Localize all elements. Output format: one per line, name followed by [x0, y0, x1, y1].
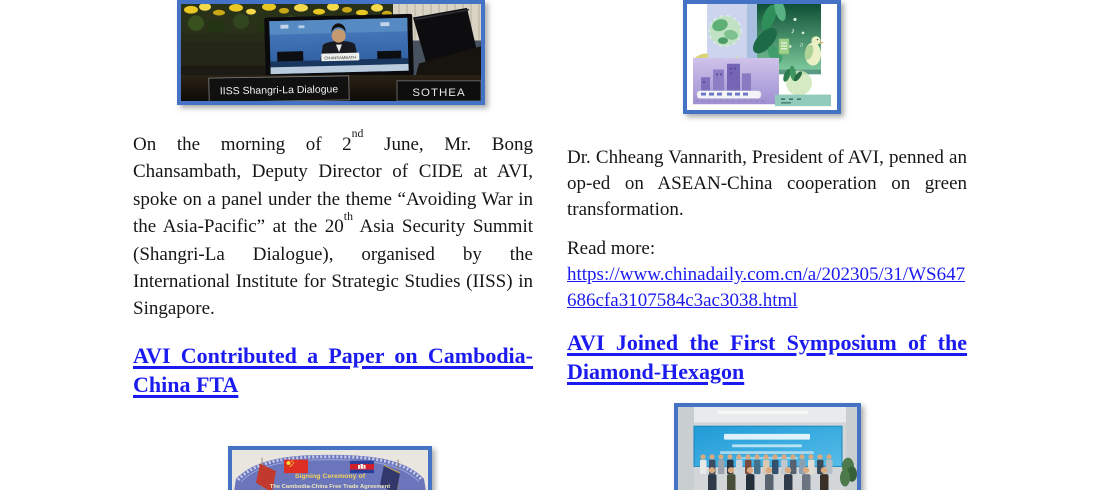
- banner-title-text: Signing Ceremony of: [294, 473, 366, 480]
- ceiling: [678, 407, 857, 422]
- ceiling-light: [718, 411, 808, 414]
- screen-nameplate: [321, 53, 359, 62]
- city-panel: [693, 58, 779, 104]
- photo-shangrila-svg: [181, 4, 481, 101]
- read-more-block: [567, 236, 967, 315]
- green-tag: [779, 39, 789, 54]
- right-column: [567, 145, 967, 386]
- music-note-icon-2: ♫: [799, 41, 804, 49]
- paragraph-shangrila: [133, 127, 533, 323]
- heading-diamond-hexagon[interactable]: AVI Joined the First Symposium of the Diamond-Hexagon: [567, 330, 967, 385]
- dark-foliage: [181, 33, 271, 66]
- photo-signing-ceremony: [228, 446, 432, 490]
- globe-icon: [709, 16, 741, 47]
- cambodia-flag: [350, 461, 374, 474]
- green-collage-svg: [687, 4, 837, 110]
- paragraph-oped: Dr. Chheang Vannarith, President of AVI, penned an op-ed on ASEAN-China cooperation on green transformation.: [567, 147, 967, 221]
- table-nameplate: [209, 76, 349, 101]
- signing-banner-svg: [232, 450, 428, 490]
- china-flag: [284, 460, 308, 474]
- paragraph-text-1: On the morning of 2: [133, 134, 352, 155]
- ordinal-superscript-th: th: [343, 209, 353, 223]
- read-more-label: Read more:: [567, 237, 656, 259]
- photo-shangrila-panel: [177, 0, 485, 105]
- banner-subtitle-text: The Cambodia-China Free Trade Agreement: [269, 484, 391, 490]
- left-column: [133, 127, 533, 399]
- illustration-green-transformation: [683, 0, 841, 114]
- sothea-nameplate-text: SOTHEA: [412, 87, 466, 100]
- music-note-icon: ♪: [791, 26, 795, 35]
- sothea-nameplate: [397, 81, 481, 101]
- tv-screen: [264, 14, 414, 79]
- table-nameplate-text: IISS Shangri-La Dialogue: [219, 84, 339, 98]
- paragraph-text-2: June, Mr. Bong Chansambath, Deputy Director of CIDE at AVI, spoke on a panel under the theme “Avoiding War in the Asia-Pacific” at the 20: [133, 134, 533, 238]
- screen-nameplate-text: CHANSAMBATH: [324, 54, 357, 61]
- paragraph-text-3: Asia Security Summit (Shangri-La Dialogue), organised by the International Institute for Strategic Studies (IISS) in Singapore.: [133, 216, 533, 320]
- heading-cambodia-china-fta[interactable]: AVI Contributed a Paper on Cambodia-China FTA: [133, 342, 533, 397]
- symposium-photo-svg: [678, 407, 857, 490]
- left-wall: [678, 407, 694, 490]
- chinadaily-link[interactable]: https://www.chinadaily.com.cn/a/202305/31/WS647686cfa3107584c3ac3038.html: [567, 263, 966, 312]
- ordinal-superscript-nd: nd: [351, 127, 364, 141]
- photo-symposium-group: [674, 403, 861, 490]
